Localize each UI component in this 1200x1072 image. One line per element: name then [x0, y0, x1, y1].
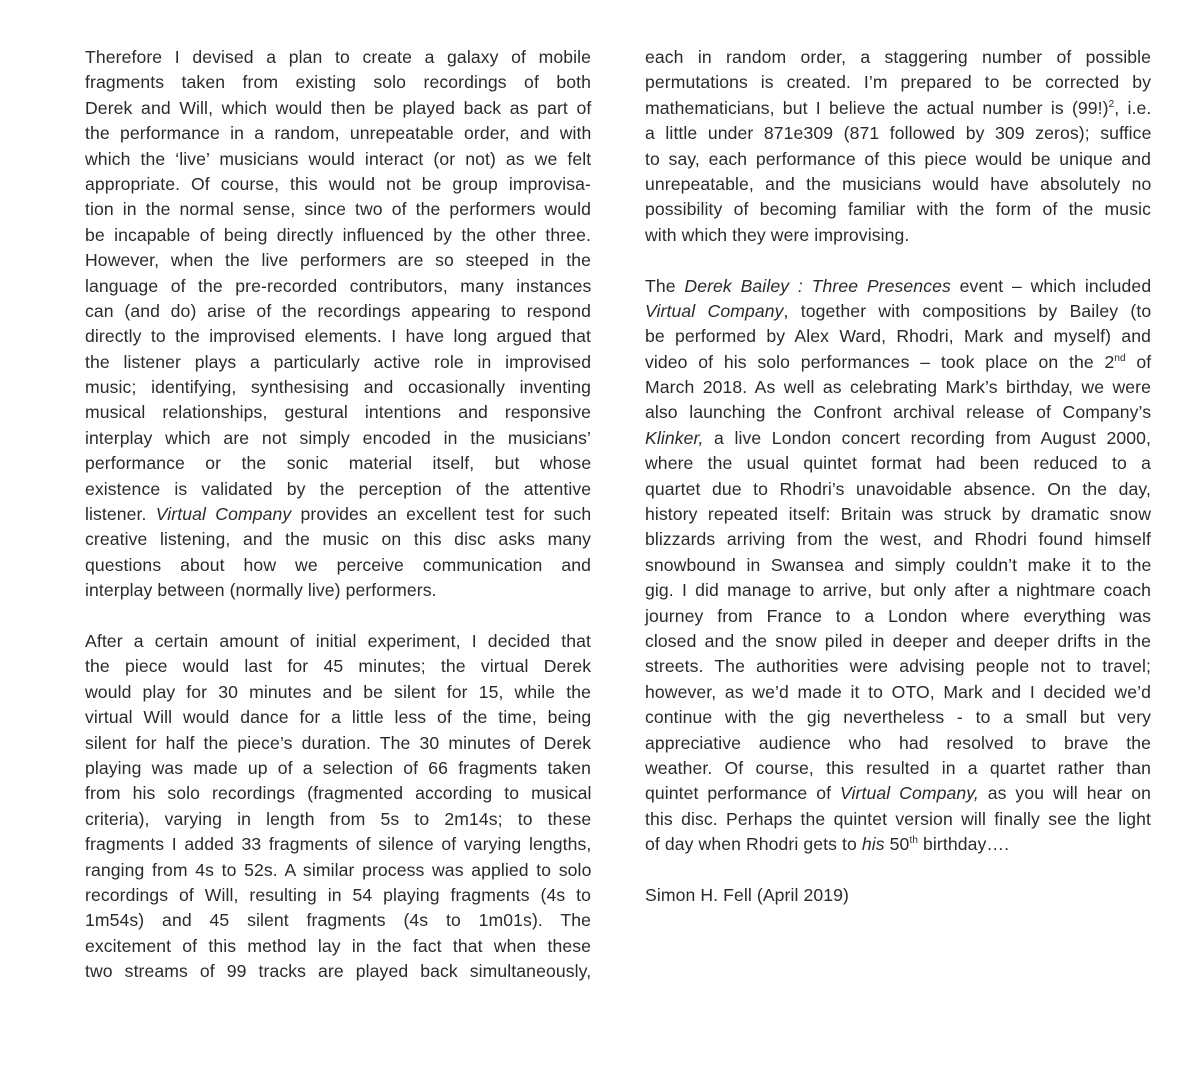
text-segment: directly to the improvised elements. I have long argued that	[85, 326, 591, 347]
text-line	[85, 502, 591, 527]
italic-text: Klinker,	[645, 427, 704, 448]
text-segment: fragments taken from existing solo recordings of both	[85, 72, 591, 93]
text-segment: mathematicians, but I believe the actual number is (99!)	[645, 97, 1109, 118]
text-segment: excitement of this method lay in the fact that when these	[85, 935, 591, 956]
text-line	[645, 197, 1151, 222]
text-segment: possibility of becoming familiar with the form of the music	[645, 199, 1151, 220]
text-line	[85, 70, 591, 95]
text-segment: however, as we’d made it to OTO, Mark and I decided we’d	[645, 681, 1151, 702]
text-segment: , i.e.	[1114, 97, 1152, 118]
text-segment: quartet due to Rhodri’s unavoidable absence. On the day,	[645, 478, 1151, 499]
superscript: nd	[1114, 352, 1126, 364]
text-line	[85, 858, 591, 883]
text-segment: continue with the gig nevertheless - to a small but very	[645, 707, 1152, 728]
signature	[645, 883, 1151, 908]
text-line	[85, 375, 591, 400]
text-line	[85, 400, 591, 425]
text-segment: blizzards arriving from the west, and Rhodri found himself	[645, 529, 1151, 550]
text-segment: also launching the Confront archival release of Company’s	[645, 402, 1152, 423]
text-line	[645, 70, 1151, 95]
text-segment: However, when the live performers are so steeped in the	[85, 250, 591, 271]
text-segment: from his solo recordings (fragmented according to musical	[85, 783, 592, 804]
text-line	[645, 299, 1151, 324]
text-line	[85, 807, 591, 832]
text-segment: which the ‘live’ musicians would interact (or not) as we felt	[85, 148, 592, 169]
text-segment: existence is validated by the perception of the attentive	[85, 478, 592, 499]
text-segment: unrepeatable, and the musicians would have absolutely no	[645, 173, 1152, 194]
text-segment: birthday….	[918, 834, 1010, 855]
text-segment: closed and the snow piled in deeper and deeper drifts in the	[645, 630, 1151, 651]
paragraph	[85, 45, 591, 604]
text-segment: appropriate. Of course, this would not be group improvisa-	[85, 173, 591, 194]
text-segment: journey from France to a London where everything was	[645, 605, 1151, 626]
text-segment: event – which included	[950, 275, 1152, 296]
text-segment: to say, each performance of this piece would be unique and	[645, 148, 1152, 169]
text-line	[645, 731, 1151, 756]
text-line	[85, 324, 591, 349]
italic-text: Virtual Company,	[839, 783, 979, 804]
text-segment: appreciative audience who had resolved to brave the	[645, 732, 1151, 753]
text-segment: be performed by Alex Ward, Rhodri, Mark and myself) and	[645, 326, 1151, 347]
text-line	[645, 502, 1151, 527]
text-segment: permutations is created. I’m prepared to be corrected by	[645, 72, 1151, 93]
text-line	[645, 426, 1151, 451]
text-line	[645, 451, 1151, 476]
text-segment: questions about how we perceive communication and	[85, 554, 591, 575]
text-segment: be incapable of being directly influenced by the other three.	[85, 224, 591, 245]
italic-text: Derek Bailey : Three Presences	[684, 275, 951, 296]
text-segment: criteria), varying in length from 5s to 2m14s; to these	[85, 808, 592, 829]
text-line	[85, 756, 591, 781]
text-line	[85, 629, 591, 654]
text-segment: silent for half the piece’s duration. The 30 minutes of Derek	[85, 732, 592, 753]
text-segment: March 2018. As well as celebrating Mark’s birthday, we were	[645, 377, 1151, 398]
text-line	[645, 781, 1151, 806]
superscript: 2	[1108, 98, 1115, 110]
text-segment: 1m54s) and 45 silent fragments (4s to 1m01s). The	[85, 910, 591, 931]
text-segment: of	[1125, 351, 1152, 372]
text-segment: where the usual quintet format had been reduced to a	[645, 453, 1151, 474]
text-segment: , together with compositions by Bailey (to	[783, 300, 1152, 321]
text-line	[85, 223, 591, 248]
text-segment: playing was made up of a selection of 66 fragments taken	[85, 757, 591, 778]
text-segment: video of his solo performances – took place on the 2	[645, 351, 1115, 372]
text-line	[85, 908, 591, 933]
text-line	[85, 197, 591, 222]
text-segment: The	[645, 275, 685, 296]
text-line	[645, 629, 1151, 654]
text-line	[645, 324, 1151, 349]
text-line	[85, 553, 591, 578]
text-segment: streets. The authorities were advising people not to travel;	[645, 656, 1151, 677]
text-line	[85, 934, 591, 959]
text-segment: virtual Will would dance for a little less of the time, being	[85, 707, 592, 728]
text-segment: the listener plays a particularly active role in improvised	[85, 351, 592, 372]
text-line	[645, 121, 1151, 146]
superscript: th	[909, 835, 918, 847]
text-line	[645, 172, 1151, 197]
text-line	[645, 45, 1151, 70]
text-line	[645, 807, 1151, 832]
text-segment: a live London concert recording from August 2000,	[703, 427, 1151, 448]
text-line	[645, 527, 1151, 552]
text-line	[85, 680, 591, 705]
text-segment: interplay between (normally live) performers.	[85, 580, 437, 601]
paragraph	[85, 629, 591, 984]
text-line	[85, 731, 591, 756]
text-line	[645, 147, 1151, 172]
text-segment: musical relationships, gestural intentions and responsive	[85, 402, 591, 423]
text-line	[85, 477, 591, 502]
text-segment: music; identifying, synthesising and occasionally inventing	[85, 377, 591, 398]
text-line	[85, 527, 591, 552]
text-segment: weather. Of course, this resulted in a quartet rather than	[645, 757, 1151, 778]
text-segment: interplay which are not simply encoded in the musicians’	[85, 427, 591, 448]
text-line	[645, 477, 1151, 502]
italic-text: his	[861, 834, 885, 855]
italic-text: Virtual Company	[155, 504, 292, 525]
text-line	[85, 959, 591, 984]
text-line	[645, 96, 1151, 121]
text-segment: gig. I did manage to arrive, but only after a nightmare coach	[645, 580, 1151, 601]
text-segment: quintet performance of	[645, 783, 840, 804]
text-segment: creative listening, and the music on this disc asks many	[85, 529, 591, 550]
text-segment: as you will hear on	[978, 783, 1152, 804]
text-segment: of day when Rhodri gets to	[645, 834, 862, 855]
text-line	[85, 350, 591, 375]
text-segment: provides an excellent test for such	[291, 504, 592, 525]
text-line	[85, 45, 591, 70]
text-line	[85, 248, 591, 273]
text-line	[645, 654, 1151, 679]
text-segment: two streams of 99 tracks are played back simultaneously,	[85, 961, 592, 982]
text-segment: each in random order, a staggering number of possible	[645, 47, 1151, 67]
text-line	[645, 375, 1151, 400]
text-segment: snowbound in Swansea and simply couldn’t make it to the	[645, 554, 1152, 575]
left-column	[85, 45, 591, 984]
text-line	[645, 578, 1151, 603]
text-line	[645, 705, 1151, 730]
text-segment: can (and do) arise of the recordings appearing to respond	[85, 300, 591, 321]
text-line	[85, 832, 591, 857]
text-line	[645, 883, 1151, 908]
text-line	[85, 274, 591, 299]
text-segment: recordings of Will, resulting in 54 playing fragments (4s to	[85, 884, 591, 905]
text-segment: tion in the normal sense, since two of the performers would	[85, 199, 591, 220]
text-segment: performance or the sonic material itself, but whose	[85, 453, 592, 474]
text-segment: a little under 871e309 (871 followed by 309 zeros); suffice	[645, 123, 1152, 144]
text-line	[85, 578, 591, 603]
text-line	[85, 781, 591, 806]
text-line	[645, 400, 1151, 425]
text-segment: fragments I added 33 fragments of silence of varying lengths,	[85, 834, 592, 855]
text-segment: Simon H. Fell (April 2019)	[645, 884, 850, 905]
text-segment: this disc. Perhaps the quintet version will finally see the light	[645, 808, 1151, 829]
text-line	[645, 832, 1151, 857]
italic-text: Virtual Company	[645, 300, 784, 321]
text-line	[85, 883, 591, 908]
text-segment: history repeated itself: Britain was struck by dramatic snow	[645, 504, 1151, 525]
text-line	[85, 96, 591, 121]
text-segment: with which they were improvising.	[645, 224, 910, 245]
text-line	[85, 172, 591, 197]
text-segment: 50	[884, 834, 910, 855]
text-line	[85, 654, 591, 679]
text-segment: After a certain amount of initial experiment, I decided that	[85, 630, 591, 651]
text-segment: Derek and Will, which would then be played back as part of	[85, 97, 592, 118]
text-segment: Therefore I devised a plan to create a galaxy of mobile	[85, 47, 591, 67]
text-segment: listener.	[85, 504, 156, 525]
text-line	[645, 604, 1151, 629]
text-line	[85, 451, 591, 476]
paragraph	[645, 45, 1151, 248]
text-line	[645, 680, 1151, 705]
text-line	[85, 147, 591, 172]
paragraph	[645, 274, 1151, 858]
text-segment: language of the pre-recorded contributors, many instances	[85, 275, 592, 296]
text-line	[85, 705, 591, 730]
text-line	[645, 756, 1151, 781]
text-line	[645, 350, 1151, 375]
text-segment: the piece would last for 45 minutes; the virtual Derek	[85, 656, 592, 677]
text-line	[85, 299, 591, 324]
text-segment: would play for 30 minutes and be silent for 15, while the	[85, 681, 591, 702]
text-line	[645, 223, 1151, 248]
text-line	[85, 426, 591, 451]
text-line	[645, 553, 1151, 578]
text-line	[85, 121, 591, 146]
text-segment: the performance in a random, unrepeatable order, and with	[85, 123, 592, 144]
right-column	[645, 45, 1151, 908]
text-line	[645, 274, 1151, 299]
text-segment: ranging from 4s to 52s. A similar process was applied to solo	[85, 859, 592, 880]
